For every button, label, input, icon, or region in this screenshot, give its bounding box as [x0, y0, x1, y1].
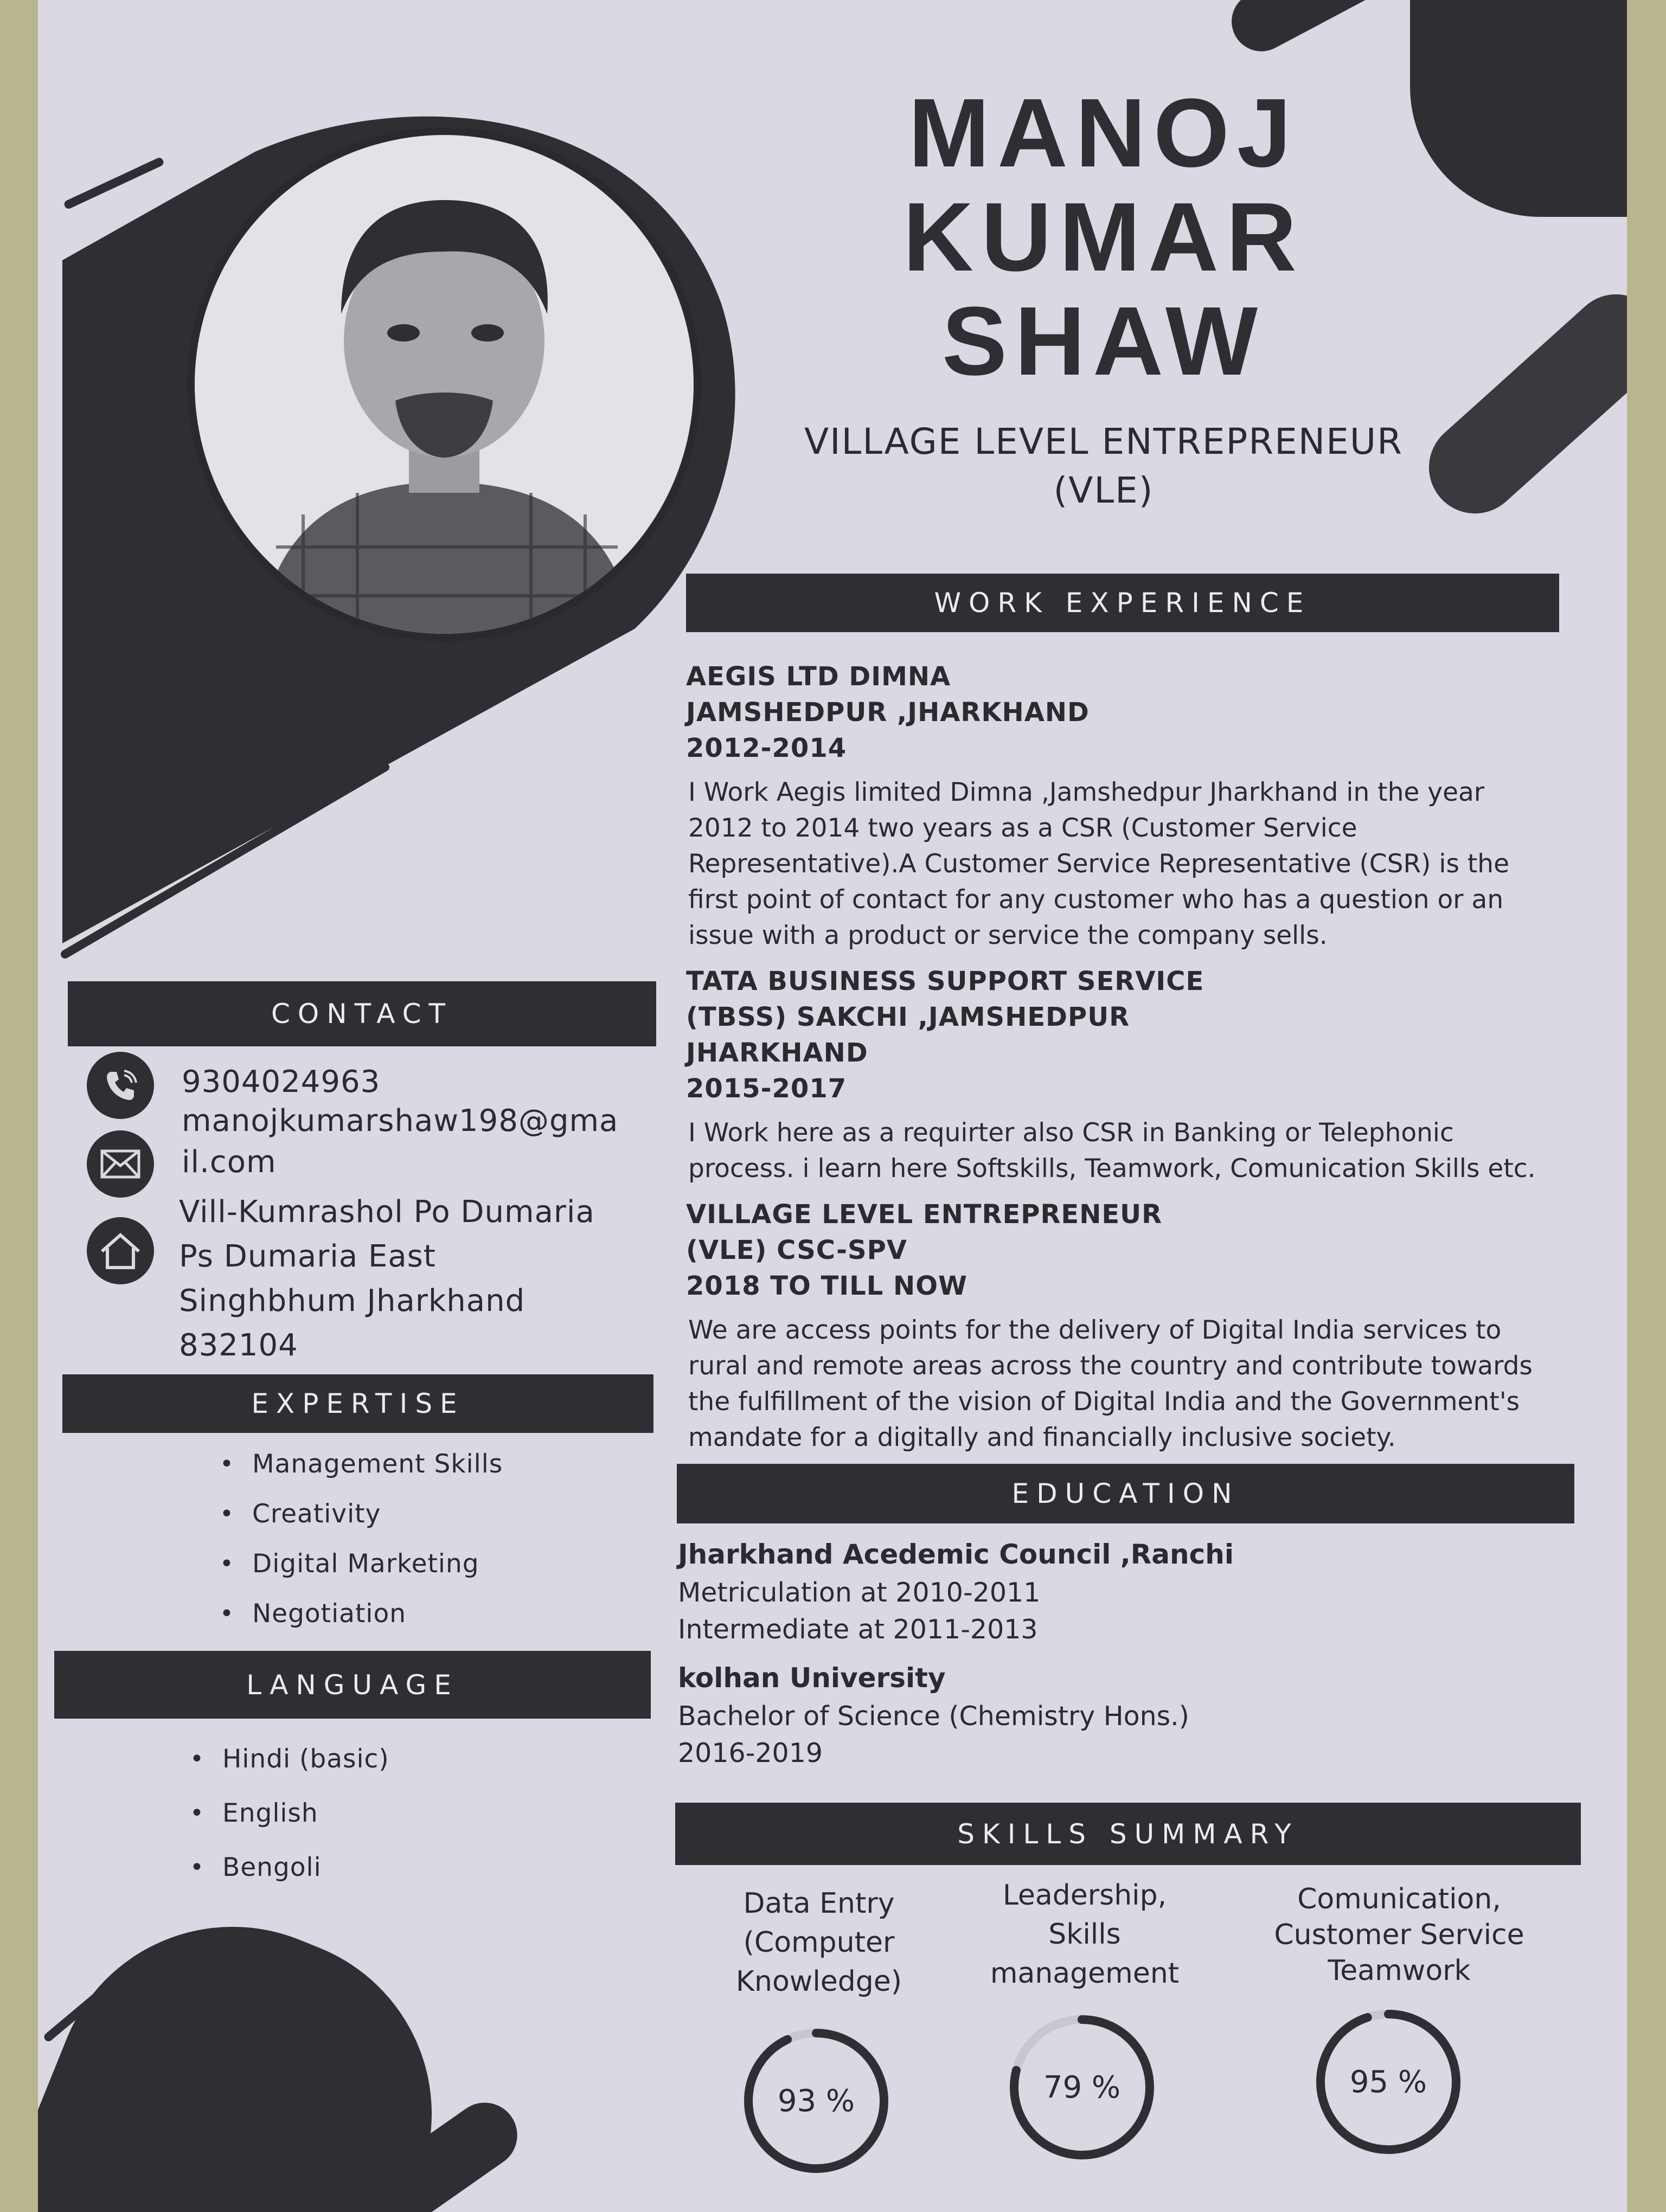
title-line: TATA BUSINESS SUPPORT SERVICE [686, 966, 1204, 996]
resume-page [38, 0, 1627, 2212]
skill-label-line: (Computer [743, 1926, 895, 1959]
title-line: (VLE) CSC-SPV [686, 1235, 907, 1265]
list-item: • Digital Marketing [220, 1539, 503, 1589]
title-line: AEGIS LTD DIMNA [686, 661, 951, 692]
desc-line: I Work here as a requirter also CSR in Banking or Telephonic [688, 1118, 1454, 1148]
education-line: Bachelor of Science (Chemistry Hons.) [678, 1701, 1189, 1732]
desc-line: Representative).A Customer Service Representative (CSR) is the [688, 849, 1510, 879]
profile-photo-image [195, 135, 694, 634]
skill-label [1258, 1881, 1540, 1989]
decor-top-right-pill [1221, 0, 1393, 62]
desc-line: issue with a product or service the company sells. [688, 921, 1328, 950]
education-institution: kolhan University [678, 1662, 946, 1694]
list-item: • Creativity [220, 1489, 503, 1539]
skills-summary-header: SKILLS SUMMARY [675, 1803, 1581, 1865]
address-line: Singhbhum Jharkhand [179, 1283, 526, 1319]
list-item: • Management Skills [220, 1439, 503, 1489]
desc-line: first point of contact for any customer who has a question or an [688, 885, 1504, 915]
title-line: 2015-2017 [686, 1073, 847, 1104]
profile-photo [187, 127, 701, 641]
desc-line: process. i learn here Softskills, Teamwork, Comunication Skills etc. [688, 1154, 1536, 1184]
education-institution: Jharkhand Acedemic Council ,Ranchi [678, 1539, 1234, 1570]
contact-header: CONTACT [68, 981, 656, 1046]
education-entry [678, 1534, 1546, 1648]
language-list [190, 1732, 389, 1895]
language-header: LANGUAGE [54, 1651, 651, 1719]
work-entry [686, 659, 1581, 954]
skill-gauge [738, 2022, 895, 2179]
home-icon [87, 1217, 154, 1284]
education-line: Metriculation at 2010-2011 [678, 1577, 1041, 1608]
work-entry-title [686, 963, 1581, 1107]
desc-line: We are access points for the delivery of Digital India services to [688, 1315, 1502, 1345]
email-line: il.com [182, 1144, 277, 1180]
skill-gauge [1310, 2003, 1467, 2160]
name-line: MANOJ [908, 79, 1299, 188]
list-item: • Hindi (basic) [190, 1732, 389, 1786]
education-line: Intermediate at 2011-2013 [678, 1614, 1038, 1645]
list-item: • Bengoli [190, 1841, 389, 1895]
education-list [678, 1534, 1546, 1772]
skill-label [965, 1876, 1204, 1993]
title-line: JAMSHEDPUR ,JHARKHAND [686, 697, 1090, 728]
envelope-icon [87, 1130, 154, 1198]
skill-label-line: Teamwork [1328, 1954, 1471, 1987]
skill-label-line: Knowledge) [735, 1965, 902, 1998]
expertise-header: EXPERTISE [62, 1374, 653, 1433]
work-entry-title [686, 1197, 1581, 1304]
name-line: SHAW [942, 287, 1265, 396]
education-line: 2016-2019 [678, 1738, 823, 1769]
phone-icon [87, 1052, 154, 1119]
list-item: • Negotiation [220, 1589, 503, 1639]
work-entry-description [688, 1313, 1581, 1456]
skill-percent: 79 % [1043, 2069, 1121, 2105]
education-entry [678, 1658, 1546, 1772]
address-line: Vill-Kumrashol Po Dumaria [179, 1194, 595, 1230]
work-entry-description [688, 1115, 1581, 1187]
skill-label [705, 1884, 933, 2001]
contact-phone: 9304024963 [182, 1064, 381, 1099]
work-entry [686, 1197, 1581, 1456]
contact-email [182, 1101, 618, 1183]
desc-line: mandate for a digitally and financially inclusive society. [688, 1423, 1396, 1452]
work-entry-description [688, 775, 1581, 954]
title-line: 2012-2014 [686, 733, 847, 763]
candidate-role [716, 417, 1491, 515]
desc-line: the fulfillment of the vision of Digital India and the Government's [688, 1387, 1520, 1417]
desc-line: 2012 to 2014 two years as a CSR (Customer Service [688, 813, 1357, 843]
skill-percent: 95 % [1349, 2064, 1427, 2100]
skill-label-line: Skills [1048, 1918, 1121, 1951]
role-line: (VLE) [1053, 470, 1154, 511]
role-line: VILLAGE LEVEL ENTREPRENEUR [804, 421, 1404, 462]
skill-gauge [1003, 2009, 1161, 2166]
title-line: (TBSS) SAKCHI ,JAMSHEDPUR [686, 1002, 1130, 1032]
skill-percent: 93 % [777, 2083, 855, 2119]
skill-label-line: Comunication, [1297, 1883, 1501, 1915]
skill-label-line: Data Entry [743, 1887, 895, 1920]
title-line: 2018 TO TILL NOW [686, 1271, 967, 1301]
list-item: • English [190, 1786, 389, 1841]
desc-line: I Work Aegis limited Dimna ,Jamshedpur Jharkhand in the year [688, 777, 1485, 807]
contact-address [179, 1190, 595, 1368]
candidate-name [792, 81, 1415, 394]
education-header: EDUCATION [677, 1464, 1574, 1523]
desc-line: rural and remote areas across the country and contribute towards [688, 1351, 1533, 1381]
work-entry [686, 963, 1581, 1187]
skill-label-line: Leadership, [1002, 1879, 1167, 1912]
title-line: JHARKHAND [686, 1038, 868, 1068]
skill-label-line: management [990, 1957, 1180, 1990]
skill-label-line: Customer Service [1274, 1919, 1524, 1951]
work-experience-list [686, 659, 1581, 1465]
email-line: manojkumarshaw198@gma [182, 1103, 619, 1139]
expertise-list [220, 1439, 503, 1639]
name-line: KUMAR [903, 183, 1304, 292]
decor-top-right-blob [1410, 0, 1627, 217]
address-line: Ps Dumaria East [179, 1239, 436, 1274]
title-line: VILLAGE LEVEL ENTREPRENEUR [686, 1199, 1163, 1230]
address-line: 832104 [179, 1328, 298, 1363]
work-entry-title [686, 659, 1581, 766]
work-experience-header: WORK EXPERIENCE [686, 574, 1559, 632]
